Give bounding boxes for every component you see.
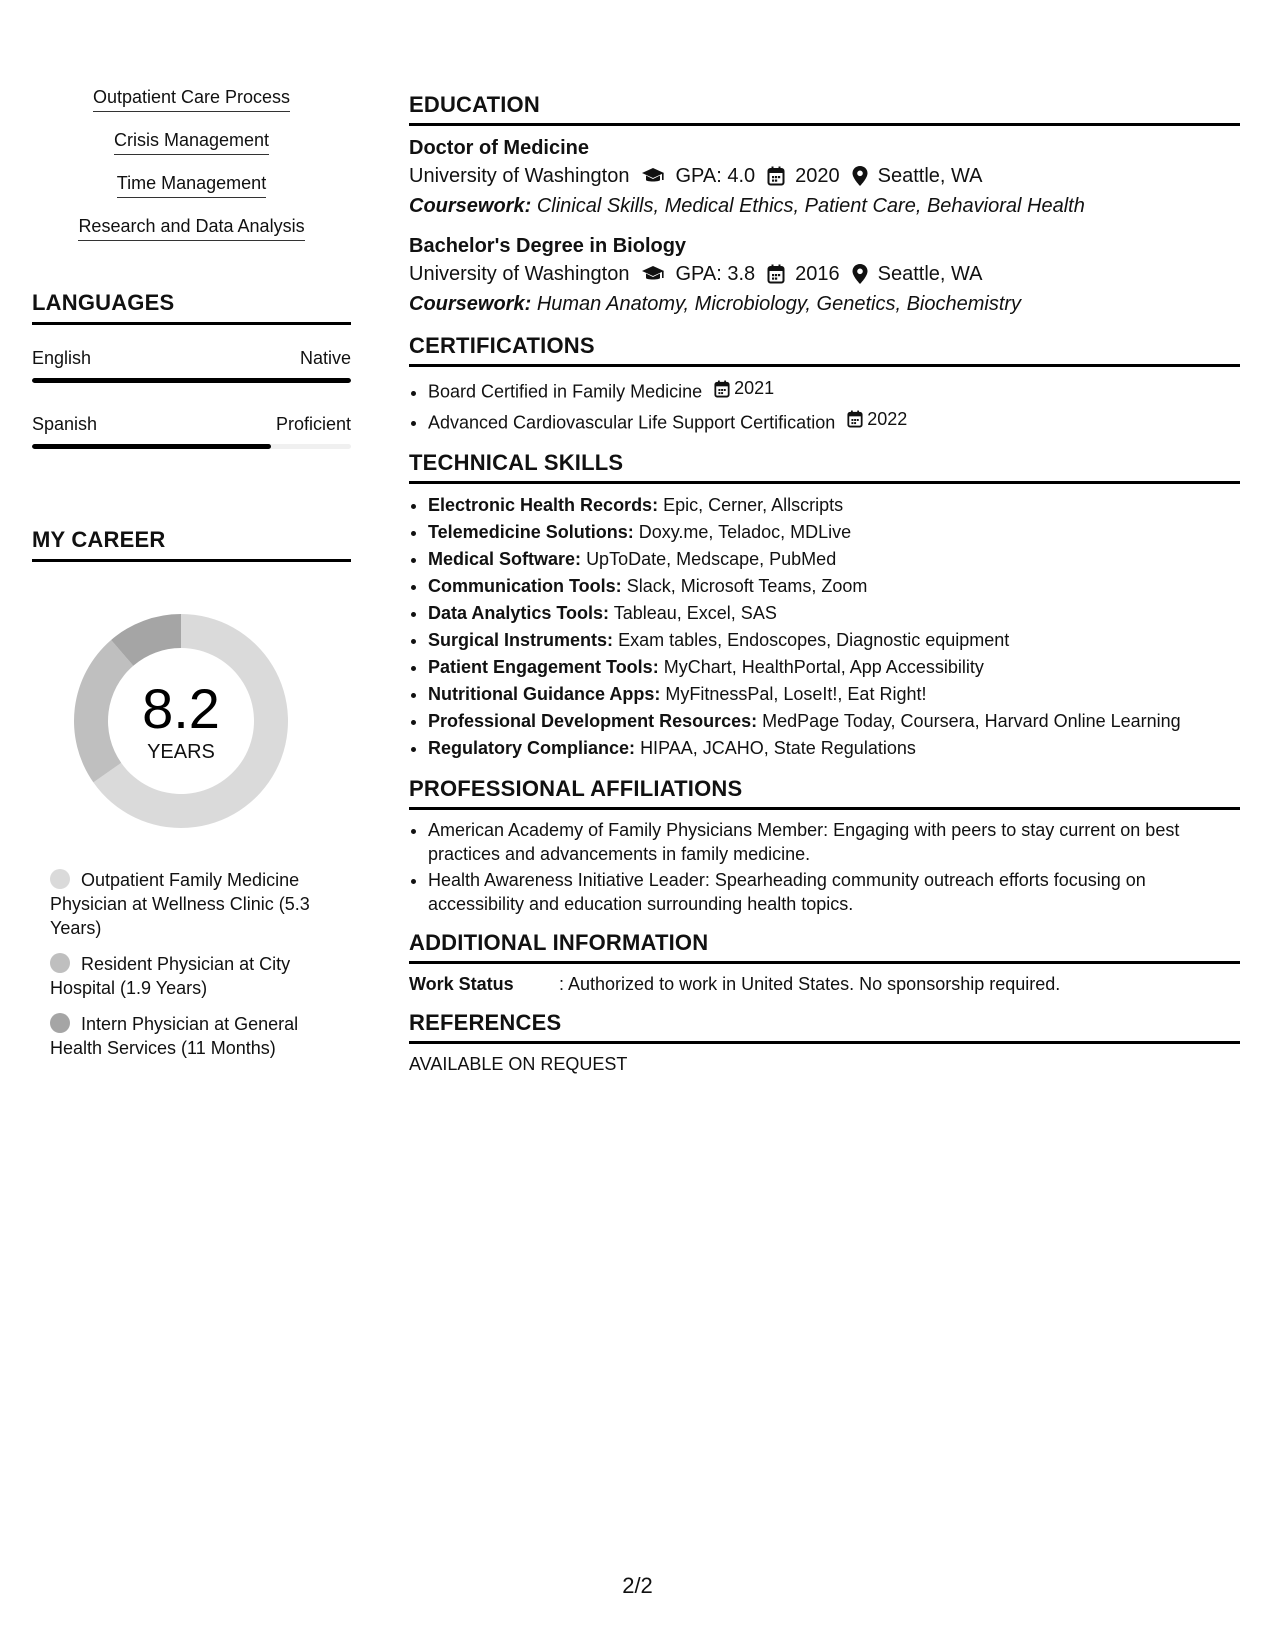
affiliations-section	[409, 776, 1240, 916]
career-item	[50, 952, 340, 1000]
skill-value: MyChart, HealthPortal, App Accessibility	[663, 657, 984, 677]
education-heading: EDUCATION	[409, 92, 1240, 126]
certification-name: Board Certified in Family Medicine	[428, 381, 703, 402]
coursework-label: Coursework:	[409, 195, 532, 217]
affiliations-heading: PROFESSIONAL AFFILIATIONS	[409, 776, 1240, 810]
gpa: GPA: 3.8	[675, 263, 756, 285]
skill-item	[428, 627, 1240, 654]
skill-label: Telemedicine Solutions:	[428, 522, 634, 542]
coursework-text: Human Anatomy, Microbiology, Genetics, Biochemistry	[536, 293, 1022, 315]
skill-label: Electronic Health Records:	[428, 495, 659, 515]
references-heading: REFERENCES	[409, 1010, 1240, 1044]
career-item	[50, 1012, 340, 1060]
references-section	[409, 1010, 1240, 1075]
coursework-label: Coursework:	[409, 293, 532, 315]
skill-item	[428, 654, 1240, 681]
work-status-value: : Authorized to work in United States. No sponsorship required.	[559, 974, 1061, 994]
page-number: 2/2	[622, 1573, 653, 1598]
skill-item	[428, 600, 1240, 627]
skill-value: MedPage Today, Coursera, Harvard Online Learning	[762, 711, 1181, 731]
skill-tag: Outpatient Care Process	[93, 86, 290, 112]
coursework	[409, 191, 1240, 221]
graduation-year: 2020	[795, 165, 840, 187]
language-bar	[32, 378, 351, 383]
work-status-label: Work Status	[409, 974, 514, 994]
gpa: GPA: 4.0	[675, 165, 756, 187]
skill-label: Patient Engagement Tools:	[428, 657, 659, 677]
skill-label: Professional Development Resources:	[428, 711, 758, 731]
career-legend	[50, 868, 340, 1060]
language-bar-fill	[32, 444, 271, 449]
career-item	[50, 868, 340, 940]
skill-tag: Crisis Management	[114, 129, 269, 155]
technical-skills-heading: TECHNICAL SKILLS	[409, 450, 1240, 484]
degree-title: Bachelor's Degree in Biology	[409, 235, 687, 257]
skill-label: Surgical Instruments:	[428, 630, 614, 650]
degree-title: Doctor of Medicine	[409, 137, 590, 159]
skill-item	[428, 519, 1240, 546]
technical-skills-list	[409, 492, 1240, 762]
language-item	[32, 413, 351, 449]
additional-info-heading: ADDITIONAL INFORMATION	[409, 930, 1240, 964]
location-pin-icon	[852, 264, 868, 284]
school-name: University of Washington	[409, 263, 630, 285]
language-name: English	[32, 348, 92, 368]
skill-value: MyFitnessPal, LoseIt!, Eat Right!	[665, 684, 927, 704]
career-item-text: Outpatient Family Medicine Physician at Wellness Clinic (5.3 Years)	[50, 870, 310, 938]
certification-item	[428, 375, 1240, 406]
career-total-unit: YEARS	[147, 741, 215, 763]
skill-value: HIPAA, JCAHO, State Regulations	[640, 738, 916, 758]
language-bar	[32, 444, 351, 449]
skill-item	[428, 735, 1240, 762]
skill-value: Tableau, Excel, SAS	[613, 603, 777, 623]
skill-label: Data Analytics Tools:	[428, 603, 610, 623]
graduation-cap-icon	[641, 265, 665, 283]
calendar-icon	[767, 166, 785, 186]
skill-tag: Research and Data Analysis	[78, 215, 304, 241]
school-name: University of Washington	[409, 165, 630, 187]
affiliation-item: • American Academy of Family Physicians Member: Engaging with peers to stay current on best practices and advancements in family medicine.	[428, 818, 1240, 866]
calendar-icon	[847, 410, 863, 428]
skill-value: Epic, Cerner, Allscripts	[663, 495, 844, 515]
school-location: Seattle, WA	[877, 165, 983, 187]
certifications-heading: CERTIFICATIONS	[409, 333, 1240, 367]
affiliation-item: • Health Awareness Initiative Leader: Spearheading community outreach efforts focusing on accessibility and education surrounding health topics.	[428, 868, 1240, 916]
skill-item	[428, 492, 1240, 519]
right-column	[409, 92, 1240, 1075]
legend-dot-icon	[50, 953, 70, 973]
left-column	[32, 86, 351, 1072]
work-status-row	[409, 972, 1240, 996]
legend-dot-icon	[50, 1013, 70, 1033]
coursework-text: Clinical Skills, Medical Ethics, Patient Care, Behavioral Health	[536, 195, 1085, 217]
certifications-section	[409, 333, 1240, 436]
career-heading: MY CAREER	[32, 527, 351, 562]
additional-info-section	[409, 930, 1240, 996]
career-total-value: 8.2	[142, 677, 220, 740]
career-item-text: Intern Physician at General Health Services (11 Months)	[50, 1014, 299, 1058]
education-item	[409, 135, 1240, 221]
calendar-icon	[714, 380, 730, 398]
skill-label: Regulatory Compliance:	[428, 738, 636, 758]
language-name: Spanish	[32, 414, 98, 434]
coursework	[409, 289, 1240, 319]
calendar-icon	[767, 264, 785, 284]
skill-item	[428, 681, 1240, 708]
graduation-year: 2016	[795, 263, 840, 285]
affiliations-list	[409, 818, 1240, 916]
skill-item	[428, 708, 1240, 735]
skill-tag: Time Management	[117, 172, 266, 198]
skill-tags	[32, 86, 351, 258]
graduation-cap-icon	[641, 167, 665, 185]
skill-item	[428, 546, 1240, 573]
languages-heading: LANGUAGES	[32, 290, 351, 325]
language-level: Native	[299, 348, 351, 368]
skill-value: UpToDate, Medscape, PubMed	[586, 549, 837, 569]
references-text: AVAILABLE ON REQUEST	[409, 1054, 628, 1074]
language-item	[32, 347, 351, 383]
certifications-list	[409, 375, 1240, 436]
school-location: Seattle, WA	[877, 263, 983, 285]
certification-year: 2021	[734, 378, 775, 398]
education-item	[409, 233, 1240, 319]
career-item-text: Resident Physician at City Hospital (1.9 Years)	[50, 954, 291, 998]
skill-label: Medical Software:	[428, 549, 582, 569]
certification-year: 2022	[867, 408, 908, 429]
legend-dot-icon	[50, 869, 70, 889]
skill-value: Exam tables, Endoscopes, Diagnostic equipment	[618, 630, 1010, 650]
location-pin-icon	[852, 166, 868, 186]
certification-item	[428, 406, 1240, 437]
skill-item	[428, 573, 1240, 600]
technical-skills-section	[409, 450, 1240, 762]
language-level: Proficient	[275, 414, 351, 434]
skill-value: Slack, Microsoft Teams, Zoom	[626, 576, 868, 596]
skill-label: Communication Tools:	[428, 576, 622, 596]
career-donut-chart	[66, 606, 296, 836]
language-bar-fill	[32, 378, 351, 383]
skill-label: Nutritional Guidance Apps:	[428, 684, 661, 704]
certification-name: Advanced Cardiovascular Life Support Certification	[428, 412, 836, 432]
skill-value: Doxy.me, Teladoc, MDLive	[638, 522, 852, 542]
